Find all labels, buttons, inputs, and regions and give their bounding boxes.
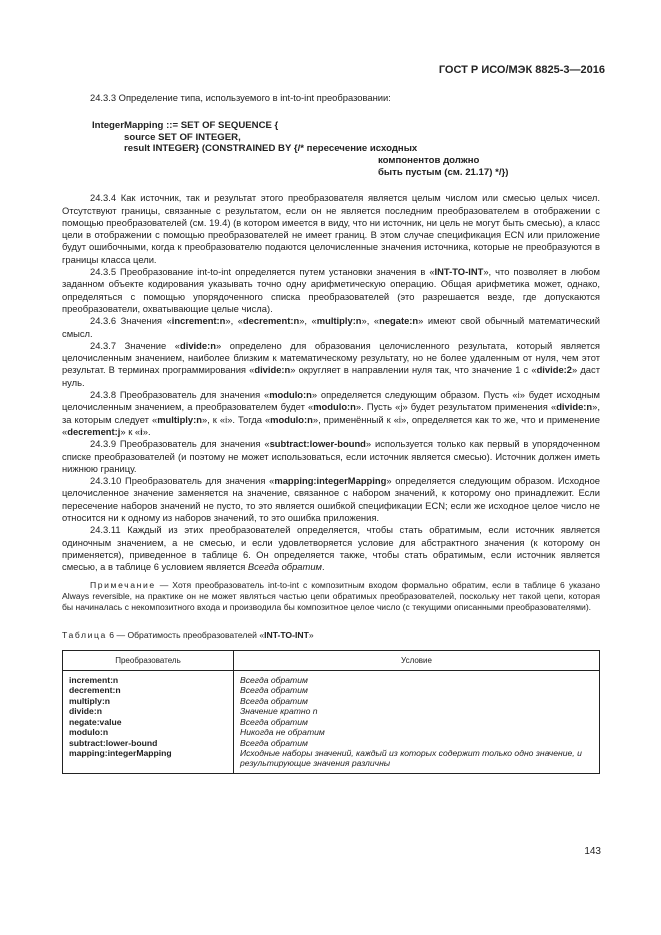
code-block (92, 120, 600, 178)
note: Примечание — Хотя преобразователь int-to-int с композитным входом формально обратим, если в таблице 6 указано Always reversible, на практике он не может являться частью цепи обратимых преобразователей, поскольку нет такой цепи, которая бы начиналась с некомпозитного входа и производила бы композитное целое число (с текущими описанными преобразователями). (62, 580, 600, 613)
section-24-3-9: 24.3.9 Преобразователь для значения «subtract:lower-bound» используется только как первый в упорядоченном списке преобразователей (и поэтому не может использоваться, если источник является смесью). Источник должен иметь нижнюю границу. (62, 438, 600, 474)
document-header: ГОСТ Р ИСО/МЭК 8825-3—2016 (438, 64, 605, 76)
section-24-3-10: 24.3.10 Преобразователь для значения «mapping:integerMapping» определяется следующим образом. Исходное целочисленное значение заменяется на значение, связанное с набором значений, к которому оно принадлежит. Если пересечение наборов значений не пусто, то это является ошибкой спецификации ECN; если же исходное целое число не относится ни к одному из наборов значений, то это ошибка приложения. (62, 475, 601, 523)
page-body (62, 92, 600, 774)
code-line: компонентов должно (378, 155, 480, 167)
section-24-3-4: 24.3.4 Как источник, так и результат этого преобразователя является целым числом или смесью целых чисел. Отсутствуют границы, связанные с результатом, если он не является последним преобразователем в отображении с помощью преобразователей (см. 19.4) (в котором имеется в виду, что ни источник, ни цель не могут быть смесью), а класс цели в отображении с помощью преобразователей не имеет границ. В этом случае спецификация ECN или приложение будут ошибочными, когда к преобразователю подаются целочисленные значения источника, которые не преобразуются в границы класса цели. (62, 192, 600, 265)
transformers-cell: increment:n decrement:n multiply:n divide:n negate:value modulo:n subtract:lower-bound mapping:integerMapping (63, 671, 234, 774)
code-line: быть пустым (см. 21.17) */}) (378, 166, 509, 178)
section-24-3-8: 24.3.8 Преобразователь для значения «modulo:n» определяется следующим образом. Пусть «i» будет исходным целочисленным значением, а преобразователем будет «modulo:n». Пусть «j» будет результатом применения «divide:n», за которым следует «multiply:n», к «i». Тогда «modulo:n», применённый к «i», определяется как то же, что и применение «decrement:j» к «i». (62, 389, 601, 437)
table-header-row (63, 650, 600, 670)
table-caption: Таблица 6 — Обратимость преобразователей «INT-TO-INT» (62, 630, 314, 641)
table-row (63, 671, 600, 774)
code-line: source SET OF INTEGER, (124, 131, 241, 143)
code-line: result INTEGER} (CONSTRAINED BY {/* пересечение исходных (124, 143, 418, 155)
code-line: IntegerMapping ::= SET OF SEQUENCE { (92, 120, 279, 132)
page-number: 143 (584, 846, 601, 857)
section-24-3-3: 24.3.3 Определение типа, используемого в int-to-int преобразовании: (90, 92, 391, 103)
column-header: Преобразователь (63, 650, 234, 670)
conditions-cell: Всегда обратим Всегда обратим Всегда обратим Значение кратно n Всегда обратим Никогда не обратим Всегда обратим Исходные наборы значений, каждый из которых содержит только одно значение, и результирующие значения различны (234, 671, 600, 774)
section-24-3-11: 24.3.11 Каждый из этих преобразователей определяется, чтобы стать обратимым, если источник является одиночным значением, а не смесью, и если удовлетворяется условие для абстрактного значения (к которому он применяется), приведенное в таблице 6. Он определяется также, чтобы стать обратимым, если источник является смесью, а в таблице 6 условием является Всегда обратим. (62, 524, 600, 573)
section-24-3-5: 24.3.5 Преобразование int-to-int определяется путем установки значения в «INT-TO-INT», что позволяет в любом заданном объекте кодирования указывать точно одну арифметическую операцию. Общая арифметика может, однако, определяться с помощью упорядоченного списка преобразователей (это разрешается везде, где допускаются преобразователи, охватывающие целые числа). (62, 266, 600, 314)
section-24-3-7: 24.3.7 Значение «divide:n» определено для образования целочисленного результата, который является целочисленным значением, наиболее близким к математическому результату, но не более удаленным от нуля, чем этот результат. В терминах программирования «divide:n» округляет в направлении нуля так, что значение 1 с «divide:2» даст нуль. (62, 339, 601, 388)
note-label: Примечание (90, 580, 156, 591)
section-24-3-6: 24.3.6 Значения «increment:n», «decrement:n», «multiply:n», «negate:n» имеют свой обычный математический смысл. (62, 315, 600, 339)
reversibility-table (62, 650, 600, 774)
column-header: Условие (234, 650, 600, 670)
